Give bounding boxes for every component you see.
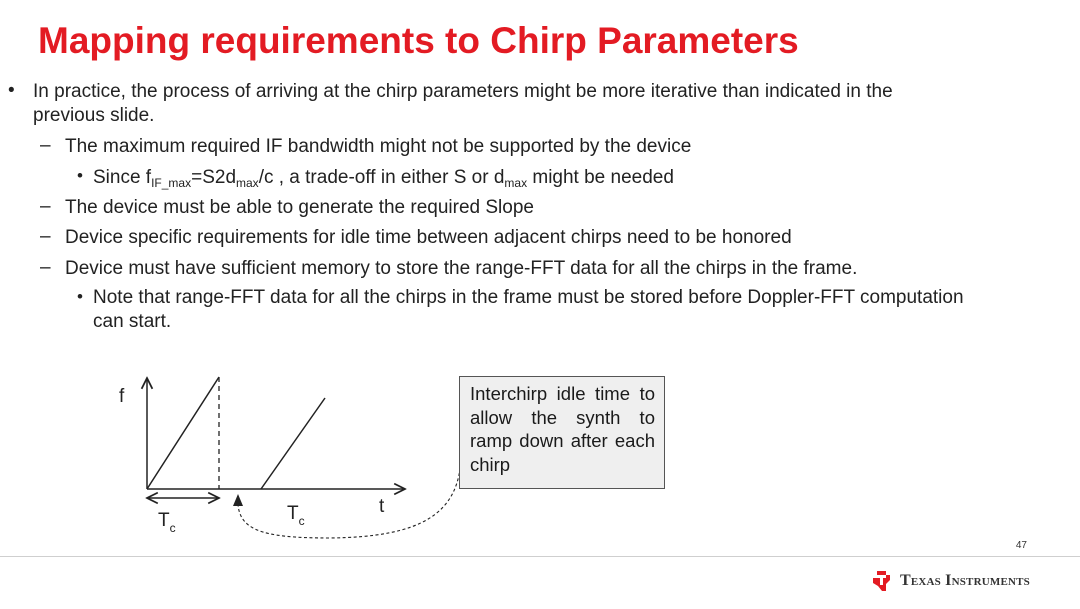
dash-marker: –: [40, 226, 51, 247]
sub-sub-bullet-2-line-1: Note that range-FFT data for all the chirps in the frame must be stored before Doppler-FFT computation: [93, 287, 964, 308]
ti-logo-icon: [870, 569, 894, 593]
logo-text: Texas Instruments: [899, 572, 1030, 589]
dash-marker: –: [40, 196, 51, 217]
sub-bullet-4: Device must have sufficient memory to store the range-FFT data for all the chirps in the frame.: [65, 258, 858, 279]
tc-label-1: $T_c$: [158, 510, 176, 535]
slide-title: Mapping requirements to Chirp Parameters: [38, 20, 799, 61]
arrowhead-icon: [233, 494, 243, 506]
sub-sub-bullet-1: Since $f_{IF\_max}=S2d_{max}/c$ , a trade-off in either S or $d_{max}$ might be needed: [93, 167, 674, 190]
f-axis-label: f: [119, 386, 125, 407]
sub-bullet-3: Device specific requirements for idle time between adjacent chirps need to be honored: [65, 227, 792, 248]
bullet-marker: •: [77, 287, 83, 306]
dash-marker: –: [40, 135, 51, 156]
dash-marker: –: [40, 257, 51, 278]
footer: [0, 540, 1080, 609]
sub-bullet-1: The maximum required IF bandwidth might not be supported by the device: [65, 136, 692, 157]
bullet-marker: •: [77, 166, 83, 185]
tc-label-2: $T_c$: [287, 503, 305, 528]
chirp-ramp-2: [261, 398, 325, 489]
page-number: 47: [1015, 540, 1027, 551]
bullet-marker: •: [8, 80, 15, 101]
idle-time-callout: Interchirp idle time to allow the synth to ramp down after each chirp: [459, 376, 665, 489]
idle-time-pointer-arrow: [238, 451, 461, 538]
chirp-ramp-1: [147, 377, 219, 489]
sub-bullet-2: The device must be able to generate the required Slope: [65, 197, 534, 218]
sub-sub-bullet-2-line-2: can start.: [93, 311, 172, 332]
bullet-1-line-1: In practice, the process of arriving at the chirp parameters might be more iterative than indicated in the: [33, 81, 893, 102]
ti-logo: [870, 569, 1030, 593]
bullet-1-line-2: previous slide.: [33, 105, 155, 126]
t-axis-label: t: [379, 496, 385, 517]
